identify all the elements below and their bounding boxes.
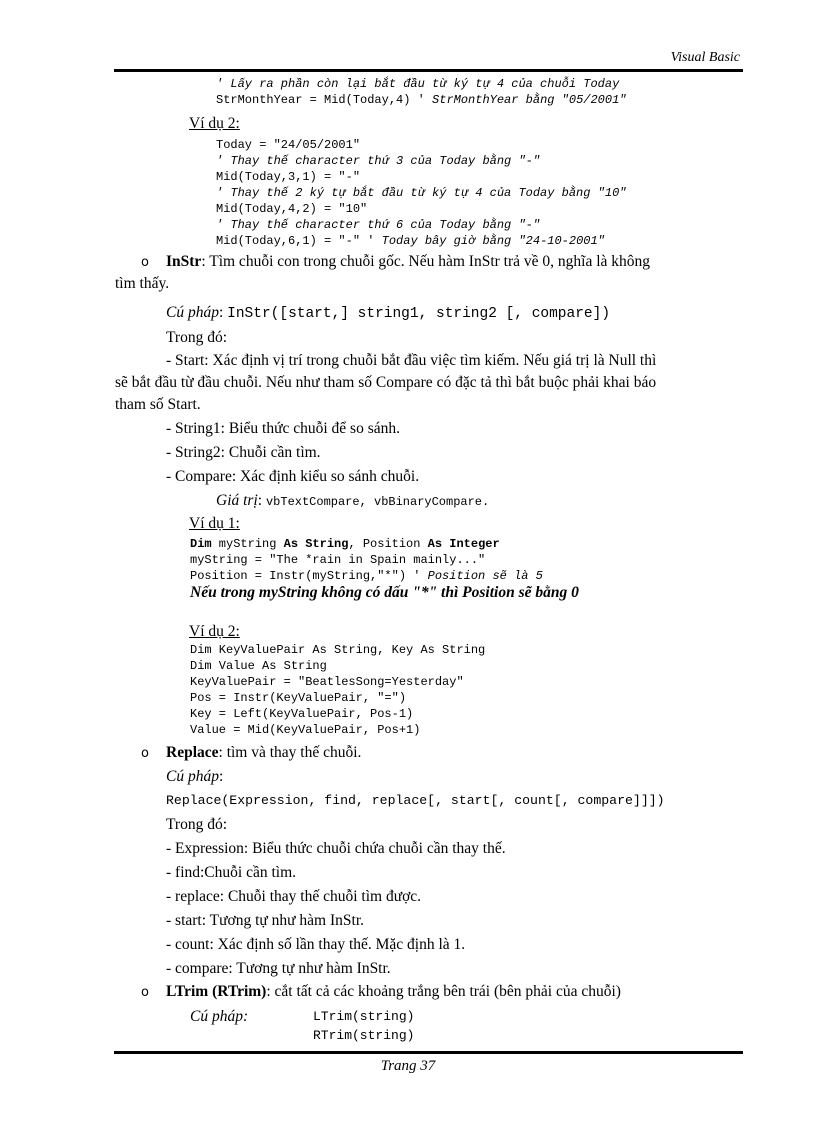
code-line: myString = "The *rain in Spain mainly..." — [190, 553, 486, 567]
code-keyword: As String — [283, 537, 349, 551]
paragraph-line: tìm thấy. — [115, 275, 170, 292]
code-line: Mid(Today,4,2) = "10" — [216, 202, 368, 216]
code-line: Key = Left(KeyValuePair, Pos-1) — [190, 707, 414, 721]
ltrim-heading — [166, 981, 621, 1003]
code-line — [190, 568, 543, 584]
syntax-label: Cú pháp — [166, 768, 219, 785]
code-comment: ' Thay thế character thứ 3 của Today bằng "-" — [216, 154, 541, 168]
syntax-code: InStr([start,] string1, string2 [, compare]) — [227, 306, 611, 322]
gia-tri-label: Giá trị — [216, 492, 258, 509]
code-line: Mid(Today,3,1) = "-" — [216, 170, 361, 184]
function-name: Replace — [166, 744, 219, 761]
code-keyword: As Integer — [427, 537, 500, 551]
paragraph-line: sẽ bắt đầu từ đầu chuỗi. Nếu như tham số Compare có đặc tả thì bắt buộc phải khai báo — [115, 374, 657, 391]
code-text: myString — [211, 537, 284, 551]
code-text: Position = Instr(myString,"*") ' — [190, 569, 428, 583]
syntax-line: Cú pháp: — [166, 768, 224, 785]
function-name: LTrim (RTrim) — [166, 983, 267, 1000]
param-line: - find:Chuỗi cần tìm. — [166, 864, 297, 881]
bullet-icon: o — [141, 255, 149, 270]
code-comment: StrMonthYear bằng "05/2001" — [432, 93, 627, 107]
function-desc: : cắt tất cả các khoảng trắng bên trái (bên phải của chuỗi) — [266, 983, 621, 1000]
footer-rule — [114, 1051, 743, 1054]
code-comment: ' Lấy ra phần còn lại bắt đầu từ ký tự 4 của chuỗi Today — [216, 77, 620, 91]
header-rule — [114, 69, 743, 72]
syntax-label: Cú pháp — [166, 304, 219, 321]
paragraph-line: tham số Start. — [115, 396, 201, 413]
code-text: StrMonthYear = Mid(Today,4) ' — [216, 93, 433, 107]
paragraph-line: - Start: Xác định vị trí trong chuỗi bắt đầu việc tìm kiếm. Nếu giá trị là Null thì — [166, 352, 657, 369]
example-label: Ví dụ 2: — [189, 115, 240, 132]
syntax-code: LTrim(string) — [313, 1009, 415, 1024]
bullet-icon: o — [141, 985, 149, 1000]
code-line: Dim Value As String — [190, 659, 327, 673]
instr-heading — [166, 251, 650, 273]
code-comment: ' Thay thế character thứ 6 của Today bằng "-" — [216, 218, 541, 232]
code-text: , Position — [348, 537, 428, 551]
code-line — [216, 92, 626, 108]
param-line: - count: Xác định số lần thay thế. Mặc định là 1. — [166, 936, 466, 953]
param-line: - String1: Biểu thức chuỗi để so sánh. — [166, 420, 400, 437]
code-keyword: Dim — [190, 537, 212, 551]
function-desc: : Tìm chuỗi con trong chuỗi gốc. Nếu hàm InStr trả về 0, nghĩa là không — [201, 253, 651, 270]
code-line — [190, 536, 500, 552]
param-line: - replace: Chuỗi thay thế chuỗi tìm được. — [166, 888, 422, 905]
running-header: Visual Basic — [670, 50, 740, 65]
gia-tri-line: Giá trị: vbTextCompare, vbBinaryCompare. — [216, 492, 490, 509]
code-comment: ' Thay thế 2 ký tự bắt đầu từ ký tự 4 của Today bằng "10" — [216, 186, 627, 200]
code-line: Today = "24/05/2001" — [216, 138, 361, 152]
code-line: Dim KeyValuePair As String, Key As String — [190, 643, 486, 657]
example-note: Nếu trong myString không có dấu "*" thì Position sẽ bằng 0 — [190, 584, 579, 601]
function-desc: : tìm và thay thế chuỗi. — [218, 744, 362, 761]
code-line: Value = Mid(KeyValuePair, Pos+1) — [190, 723, 421, 737]
trong-do-label: Trong đó: — [166, 329, 228, 346]
example-label: Ví dụ 2: — [189, 623, 240, 640]
trong-do-label: Trong đó: — [166, 816, 228, 833]
syntax-line: Cú pháp: InStr([start,] string1, string2 [, compare]) — [166, 304, 611, 322]
syntax-code: RTrim(string) — [313, 1028, 415, 1043]
code-line: Pos = Instr(KeyValuePair, "=") — [190, 691, 407, 705]
code-text: Mid(Today,6,1) = "-" ' — [216, 234, 382, 248]
code-line: KeyValuePair = "BeatlesSong=Yesterday" — [190, 675, 464, 689]
param-line: - start: Tương tự như hàm InStr. — [166, 912, 365, 929]
code-comment: Today bây giờ bằng "24-10-2001" — [381, 234, 605, 248]
code-comment: Position sẽ là 5 — [427, 569, 543, 583]
gia-tri-code: vbTextCompare, vbBinaryCompare. — [265, 495, 490, 509]
param-line: - compare: Tương tự như hàm InStr. — [166, 960, 391, 977]
syntax-label: Cú pháp: — [190, 1008, 249, 1025]
syntax-code: Replace(Expression, find, replace[, start[, count[, compare]]]) — [166, 793, 665, 808]
example-label: Ví dụ 1: — [189, 515, 240, 532]
param-line: - Compare: Xác định kiểu so sánh chuỗi. — [166, 468, 420, 485]
page-number: Trang 37 — [380, 1058, 436, 1074]
param-line: - String2: Chuỗi cần tìm. — [166, 444, 321, 461]
function-name: InStr — [166, 253, 202, 270]
param-line: - Expression: Biểu thức chuỗi chứa chuỗi cần thay thế. — [166, 840, 506, 857]
code-line — [216, 233, 605, 249]
replace-heading — [166, 742, 361, 764]
bullet-icon: o — [141, 746, 149, 761]
